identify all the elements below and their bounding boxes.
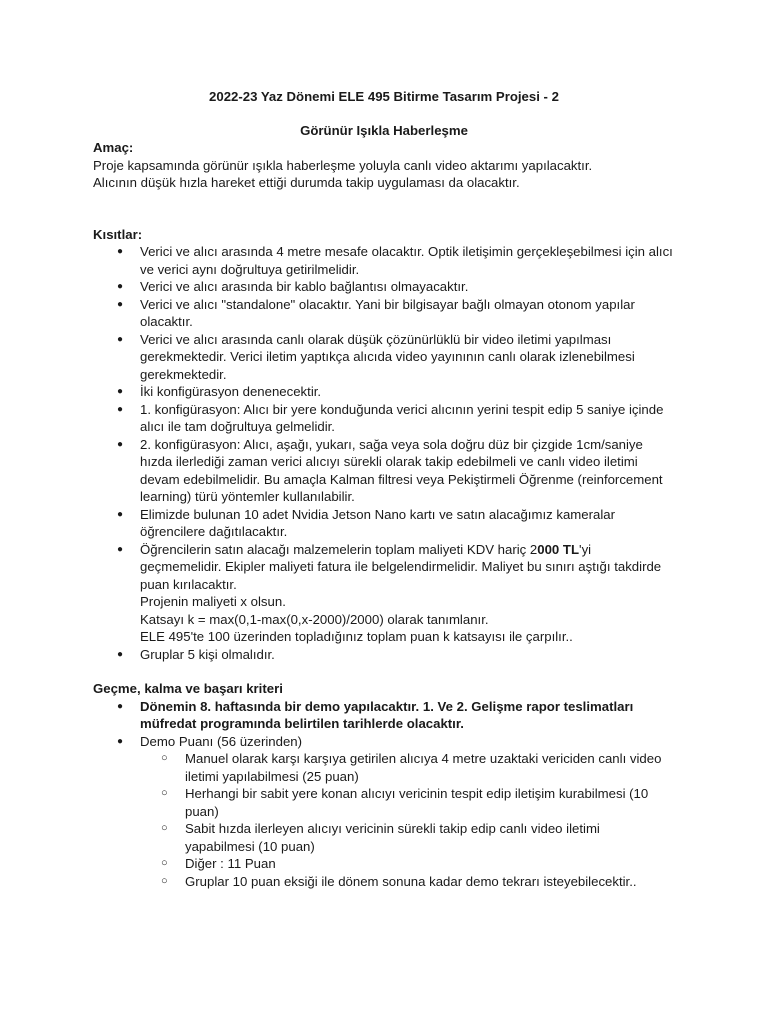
amac-heading: Amaç:	[93, 140, 134, 155]
list-item: ● Verici ve alıcı "standalone" olacaktır. Yani bir bilgisayar bağlı olmayan otonom yapılar olacaktır.	[93, 296, 673, 331]
list-item: ● İki konfigürasyon denenecektir.	[93, 383, 673, 401]
gecme-heading: Geçme, kalma ve başarı kriteri	[93, 681, 283, 696]
kisitlar-section	[93, 226, 673, 664]
list-item: ● Verici ve alıcı arasında bir kablo bağlantısı olmayacaktır.	[93, 278, 673, 296]
list-item: ● Elimizde bulunan 10 adet Nvidia Jetson Nano kartı ve satın alacağımız kameralar öğrencilere dağıtılacaktır.	[93, 506, 673, 541]
sub-list-item: ○ Herhangi bir sabit yere konan alıcıyı vericinin tespit edip iletişim kurabilmesi (10 puan)	[93, 785, 673, 820]
document-body	[93, 139, 673, 890]
cost-text: 'yi geçmemelidir. Ekipler maliyeti fatura ile belgelendirmelidir. Maliyet bu sınırı aştığı takdirde puan kırılacaktır.	[140, 541, 662, 592]
kisitlar-list	[93, 243, 673, 663]
cost-amount: 000 TL	[537, 541, 580, 557]
document-subtitle: Görünür Işıkla Haberleşme	[300, 123, 468, 138]
list-item: ● Gruplar 5 kişi olmalıdır.	[93, 646, 673, 664]
demo-label: Demo Puanı (56 üzerinden)	[140, 733, 303, 749]
cost-line: Katsayı k = max(0,1-max(0,x-2000)/2000) olarak tanımlanır.	[140, 611, 489, 627]
amac-line: Alıcının düşük hızla hareket ettiği durumda takip uygulaması da olacaktır.	[93, 175, 520, 190]
cost-text: Öğrencilerin satın alacağı malzemelerin toplam maliyeti KDV hariç 2	[140, 541, 538, 557]
list-item: ● Verici ve alıcı arasında 4 metre mesafe olacaktır. Optik iletişimin gerçekleşebilmesi için alıcı ve verici aynı doğrultuya getirilmelidir.	[93, 243, 673, 278]
sub-list-item: ○ Sabit hızda ilerleyen alıcıyı vericinin sürekli takip edip canlı video iletimi yapabilmesi (10 puan)	[93, 820, 673, 855]
demo-list-item	[93, 733, 673, 751]
gecme-list	[93, 698, 673, 751]
list-item: ● 2. konfigürasyon: Alıcı, aşağı, yukarı, sağa veya sola doğru düz bir çizgide 1cm/saniye hızda ilerlediği zaman verici alıcıyı sürekli olarak takip edebilmeli ve canlı video iletimi devam edebilmelidir. Bu amaçla Kalman filtresi veya Pekiştirmeli Öğrenme (reinforcement learning) türü yöntemler kullanılabilir.	[93, 436, 673, 506]
cost-line: Projenin maliyeti x olsun.	[140, 594, 286, 609]
amac-section	[93, 139, 673, 192]
document-title: 2022-23 Yaz Dönemi ELE 495 Bitirme Tasarım Projesi - 2	[209, 89, 559, 104]
amac-line: Proje kapsamında görünür ışıkla haberleşme yoluyla canlı video aktarımı yapılacaktır.	[93, 157, 593, 173]
sub-list-item: ○ Manuel olarak karşı karşıya getirilen alıcıya 4 metre uzaktaki vericiden canlı video iletimi yapılabilmesi (25 puan)	[93, 750, 673, 785]
sub-list-item: ○ Gruplar 10 puan eksiği ile dönem sonuna kadar demo tekrarı isteyebilecektir..	[93, 873, 673, 891]
cost-list-item	[93, 541, 673, 646]
kisitlar-heading: Kısıtlar:	[93, 226, 143, 242]
gecme-section	[93, 680, 673, 890]
demo-sub-list	[93, 750, 673, 890]
list-item: ● 1. konfigürasyon: Alıcı bir yere konduğunda verici alıcının yerini tespit edip 5 saniye içinde alıcı ile tam doğrultuya gelmelidir.	[93, 401, 673, 436]
sub-list-item: ○ Diğer : 11 Puan	[93, 855, 673, 873]
list-item: ● Dönemin 8. haftasında bir demo yapılacaktır. 1. Ve 2. Gelişme rapor teslimatları müfredat programında belirtilen tarihlerde olacaktır.	[93, 698, 673, 733]
list-item: ● Verici ve alıcı arasında canlı olarak düşük çözünürlüklü bir video iletimi yapılması gerekmektedir. Verici iletim yaptıkça alıcıda video yayınının canlı olarak izlenebilmesi gerekmektedir.	[93, 331, 673, 384]
cost-line: ELE 495'te 100 üzerinden topladığınız toplam puan k katsayısı ile çarpılır..	[140, 629, 573, 644]
